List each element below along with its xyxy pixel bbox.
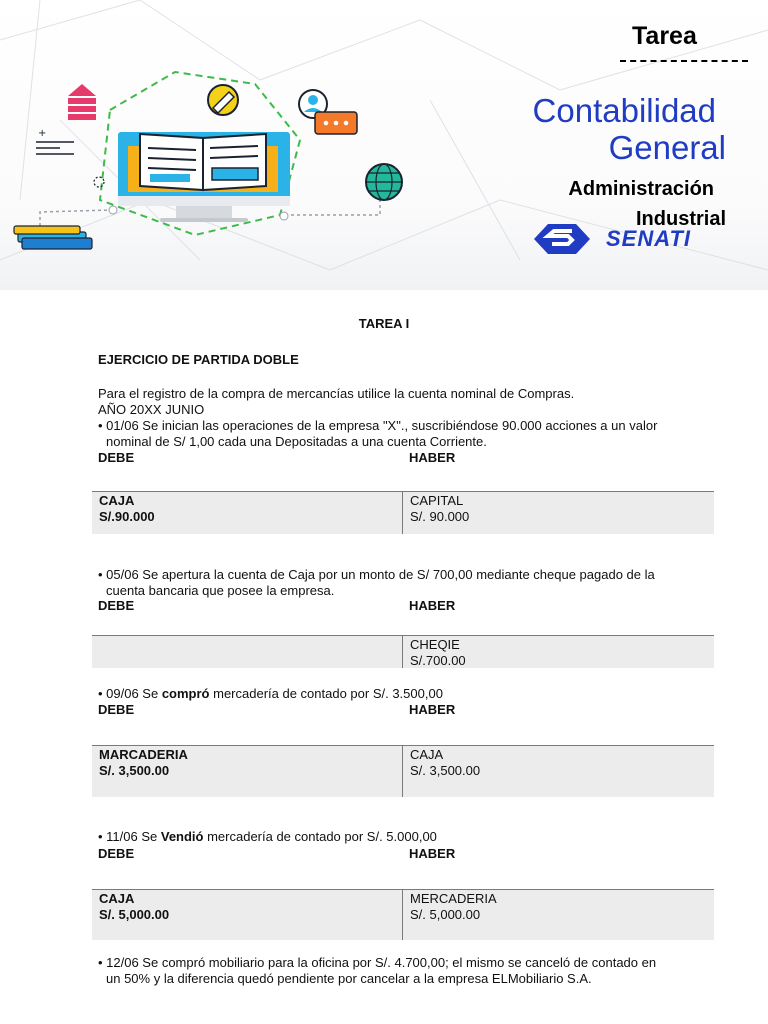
entry-1-debe-label: DEBE: [98, 450, 135, 465]
entry-4-text-verb: Vendió: [160, 829, 204, 844]
entry-5-text-line1: • 12/06 Se compró mobiliario para la oficina por S/. 4.700,00; el mismo se canceló de contado en: [98, 955, 657, 970]
entry-1-text-line1: • 01/06 Se inician las operaciones de la empresa "X"., suscribiéndose 90.000 acciones a un valor: [98, 418, 658, 433]
intro-text: Para el registro de la compra de mercancías utilice la cuenta nominal de Compras.: [98, 386, 575, 401]
entry-2-debe-cell: [92, 636, 403, 668]
entry-1-text-line2: nominal de S/ 1,00 cada una Depositadas a una cuenta Corriente.: [106, 434, 487, 449]
entry-1-haber-label: HABER: [409, 450, 456, 465]
entry-3-haber-label: HABER: [409, 702, 456, 717]
subtitle-industrial: Industrial: [635, 208, 726, 230]
entry-1-debe-account: CAJA: [99, 493, 135, 508]
subtitle-administracion: Administración: [568, 178, 714, 200]
entry-4-debe-account: CAJA: [99, 891, 135, 906]
entry-3-debe-label: DEBE: [98, 702, 135, 717]
entry-3-haber-account: CAJA: [410, 747, 444, 762]
entry-2-haber-account: CHEQIE: [410, 637, 460, 652]
entry-3-haber-amount: S/. 3,500.00: [410, 763, 481, 778]
entry-2-text-line1: • 05/06 Se apertura la cuenta de Caja por un monto de S/ 700,00 mediante cheque pagado de la: [98, 567, 655, 582]
entry-3-text: [98, 686, 443, 701]
entry-1-haber-account: CAPITAL: [410, 493, 464, 508]
entry-1-debe-cell: [92, 492, 403, 534]
doc-title: TAREA I: [358, 316, 410, 331]
entry-4-haber-account: MERCADERIA: [410, 891, 497, 906]
entry-1-haber-cell: [403, 492, 714, 534]
entry-4-debe-cell: [92, 890, 403, 940]
entry-4-debe-amount: S/. 5,000.00: [99, 907, 170, 922]
entry-2-haber-amount: S/.700.00: [410, 653, 466, 668]
entry-4-haber-amount: S/. 5,000.00: [410, 907, 481, 922]
svg-text:+: +: [38, 128, 47, 139]
entry-4-haber-cell: [403, 890, 714, 940]
entry-2-table: [92, 635, 714, 668]
entry-2-haber-label: HABER: [409, 598, 456, 613]
entry-3-text-pre: • 09/06 Se: [98, 686, 162, 701]
year-text: AÑO 20XX JUNIO: [98, 402, 205, 417]
entry-4-text-post: mercadería de contado por S/. 5.000,00: [203, 829, 437, 844]
entry-2-text-line2: cuenta bancaria que posee la empresa.: [106, 583, 335, 598]
entry-1-haber-amount: S/. 90.000: [410, 509, 470, 524]
tarea-label: Tarea: [632, 22, 697, 50]
senati-logo-text: SENATI: [606, 226, 692, 251]
entry-2-debe-label: DEBE: [98, 598, 135, 613]
entry-4-text: [98, 829, 437, 844]
entry-3-haber-cell: [403, 746, 714, 797]
exercise-heading: EJERCICIO DE PARTIDA DOBLE: [98, 352, 299, 367]
entry-4-text-pre: • 11/06 Se: [98, 829, 161, 844]
entry-4-haber-label: HABER: [409, 846, 456, 861]
entry-4-debe-label: DEBE: [98, 846, 135, 861]
entry-2-haber-cell: [403, 636, 714, 668]
entry-3-debe-cell: [92, 746, 403, 797]
title-contabilidad: Contabilidad: [532, 92, 716, 129]
entry-3-text-post: mercadería de contado por S/. 3.500,00: [209, 686, 443, 701]
entry-3-debe-account: MARCADERIA: [99, 747, 188, 762]
entry-3-table: [92, 745, 714, 797]
title-general: General: [608, 129, 726, 166]
entry-1-debe-amount: S/.90.000: [99, 509, 155, 524]
entry-5-text-line2: un 50% y la diferencia quedó pendiente por cancelar a la empresa ELMobiliario S.A.: [106, 971, 592, 986]
entry-4-table: [92, 889, 714, 940]
entry-3-debe-amount: S/. 3,500.00: [99, 763, 170, 778]
entry-3-text-verb: compró: [161, 686, 210, 701]
entry-1-table: [92, 491, 714, 534]
